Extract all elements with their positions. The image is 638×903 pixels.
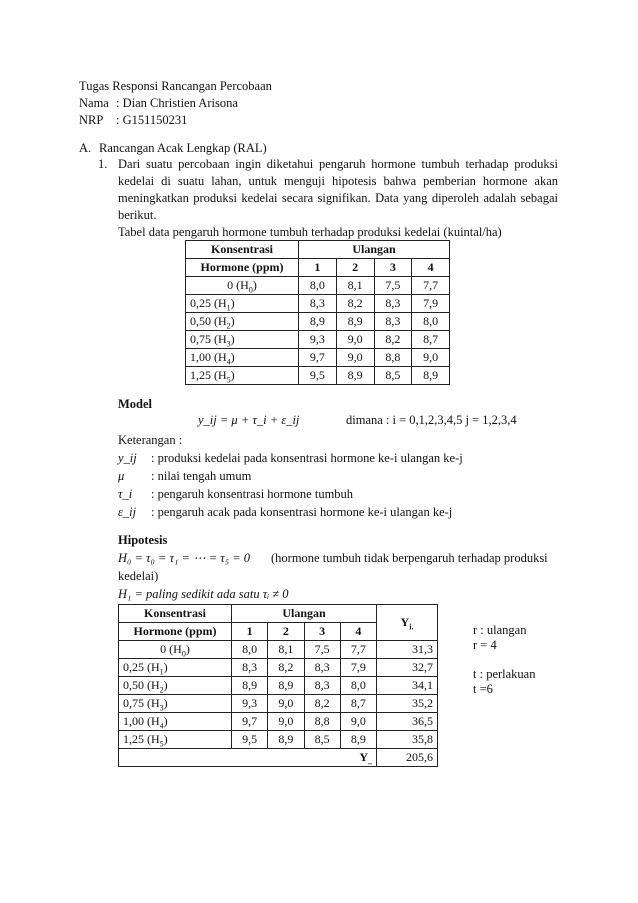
row-total: 35,8 (377, 731, 438, 749)
table-row (186, 349, 450, 367)
row-label: 0,50 $(H_2)$ (186, 313, 299, 331)
model-heading: Model (118, 397, 153, 411)
legend-symbol: μ (118, 469, 125, 483)
table-head-row (186, 259, 450, 277)
col-head-konsentrasi: Konsentrasi (186, 241, 299, 259)
h0-text-cont: kedelai) (118, 569, 159, 583)
table-row (186, 331, 450, 349)
col-head-total: $Y_{i.}$ (377, 605, 438, 641)
cell: 8,5 (374, 367, 412, 385)
table-row (186, 277, 450, 295)
row-label: 0 $(H_0)$ (186, 277, 299, 295)
nrp-row (79, 112, 187, 129)
cell: 8,2 (268, 659, 304, 677)
note-t-value: t =6 (473, 682, 493, 696)
cell: 7,5 (374, 277, 412, 295)
legend-desc: : pengaruh acak pada konsentrasi hormone ke-i ulangan ke-j (151, 505, 453, 519)
cell: 8,8 (374, 349, 412, 367)
table-row (119, 659, 438, 677)
table-row (119, 677, 438, 695)
note-r-label: r : ulangan (473, 623, 527, 637)
cell: 7,7 (412, 277, 450, 295)
row-total: 36,5 (377, 713, 438, 731)
legend-symbol: y_ij (118, 451, 137, 465)
para-line: berikut. (118, 208, 157, 222)
nrp-value: : G151150231 (116, 113, 188, 127)
h1-equation: H₁ = paling sedikit ada satu τᵢ ≠ 0 (118, 587, 289, 601)
cell: 8,3 (374, 313, 412, 331)
table-row (119, 713, 438, 731)
table-caption: Tabel data pengaruh hormone tumbuh terhadap produksi kedelai (kuintal/ha) (118, 225, 502, 239)
cell: 8,5 (304, 731, 340, 749)
cell: 9,3 (299, 331, 337, 349)
note-r-value: r = 4 (473, 638, 497, 652)
cell: 7,7 (340, 641, 376, 659)
cell: 8,9 (412, 367, 450, 385)
row-total: 35,2 (377, 695, 438, 713)
h0-equation: H₀ = τ₀ = τ₁ = ⋯ = τ₅ = 0 (118, 551, 251, 565)
cell: 8,0 (340, 677, 376, 695)
legend-desc: : produksi kedelai pada konsentrasi hormone ke-i ulangan ke-j (151, 451, 463, 465)
col-head: 2 (268, 623, 304, 641)
cell: 8,1 (268, 641, 304, 659)
row-label: 1,25 $(H_5)$ (186, 367, 299, 385)
col-head: 2 (336, 259, 374, 277)
col-head-konsentrasi: Konsentrasi (119, 605, 232, 623)
col-head: 1 (299, 259, 337, 277)
row-label: 0,75 $(H_3)$ (186, 331, 299, 349)
row-label: 0,75 $(H_3)$ (119, 695, 232, 713)
section-marker: A. (79, 141, 92, 155)
row-label: 0,25 $(H_1)$ (119, 659, 232, 677)
row-label: 0,50 $(H_2)$ (119, 677, 232, 695)
grand-total-value: 205,6 (377, 749, 438, 767)
col-head: 3 (304, 623, 340, 641)
row-label: 1,00 $(H_4)$ (186, 349, 299, 367)
cell: 8,9 (268, 677, 304, 695)
doc-title: Tugas Responsi Rancangan Percobaan (79, 79, 272, 93)
cell: 9,0 (268, 713, 304, 731)
cell: 9,0 (336, 331, 374, 349)
cell: 8,3 (304, 677, 340, 695)
name-label: Nama (79, 96, 109, 110)
table-row (119, 695, 438, 713)
cell: 9,3 (232, 695, 268, 713)
legend-symbol: ε_ij (118, 505, 137, 519)
section-title: Rancangan Acak Lengkap (RAL) (99, 141, 267, 155)
data-table-1 (185, 240, 450, 385)
cell: 7,9 (412, 295, 450, 313)
col-head-hormone: Hormone (ppm) (186, 259, 299, 277)
hipotesis-heading: Hipotesis (118, 533, 168, 547)
table-row (186, 367, 450, 385)
cell: 8,9 (336, 367, 374, 385)
cell: 8,3 (374, 295, 412, 313)
nrp-label: NRP (79, 113, 104, 127)
cell: 8,0 (299, 277, 337, 295)
name-row (79, 95, 238, 112)
para-line: Dari suatu percobaan ingin diketahui pengaruh hormone tumbuh terhadap produksi (118, 157, 558, 171)
h0-text: (hormone tumbuh tidak berpengaruh terhadap produksi (271, 551, 548, 565)
cell: 9,7 (299, 349, 337, 367)
col-head: 1 (232, 623, 268, 641)
para-line: meningkatkan produksi kedelai secara signifikan. Data yang diperoleh adalah sebagai (118, 191, 558, 205)
grand-total-row (119, 749, 438, 767)
cell: 7,5 (304, 641, 340, 659)
keterangan-label: Keterangan : (118, 433, 183, 447)
cell: 9,0 (412, 349, 450, 367)
col-head: 4 (412, 259, 450, 277)
para-line: kedelai di suatu lahan, untuk menguji hipotesis bahwa pemberian hormone akan (118, 174, 558, 188)
col-head: 3 (374, 259, 412, 277)
grand-total-label: $Y_{..}$ (119, 749, 377, 767)
cell: 8,0 (412, 313, 450, 331)
cell: 8,3 (299, 295, 337, 313)
cell: 9,5 (299, 367, 337, 385)
model-where: dimana : i = 0,1,2,3,4,5 j = 1,2,3,4 (346, 413, 517, 427)
cell: 8,2 (374, 331, 412, 349)
cell: 8,8 (304, 713, 340, 731)
cell: 8,7 (412, 331, 450, 349)
note-t-label: t : perlakuan (473, 667, 536, 681)
cell: 7,9 (340, 659, 376, 677)
table-row (119, 641, 438, 659)
row-label: 1,25 $(H_5)$ (119, 731, 232, 749)
row-label: 0,25 $(H_1)$ (186, 295, 299, 313)
row-total: 34,1 (377, 677, 438, 695)
cell: 8,1 (336, 277, 374, 295)
row-total: 31,3 (377, 641, 438, 659)
legend-desc: : pengaruh konsentrasi hormone tumbuh (151, 487, 354, 501)
cell: 9,0 (336, 349, 374, 367)
table-head-row (119, 605, 438, 623)
col-head-ulangan: Ulangan (299, 241, 450, 259)
col-head-hormone: Hormone (ppm) (119, 623, 232, 641)
table-head-row (186, 241, 450, 259)
cell: 8,9 (232, 677, 268, 695)
model-equation: y_ij = μ + τ_i + ε_ij (198, 413, 300, 427)
item-paragraph (118, 156, 558, 224)
table-row (186, 295, 450, 313)
cell: 9,0 (340, 713, 376, 731)
legend-symbol: τ_i (118, 487, 133, 501)
col-head-ulangan: Ulangan (232, 605, 377, 623)
cell: 8,0 (232, 641, 268, 659)
item-number: 1. (98, 157, 108, 171)
cell: 8,9 (299, 313, 337, 331)
col-head: 4 (340, 623, 376, 641)
row-label: 0 $(H_0)$ (119, 641, 232, 659)
data-table-2 (118, 604, 438, 767)
cell: 8,3 (304, 659, 340, 677)
table-row (119, 731, 438, 749)
table-row (186, 313, 450, 331)
cell: 8,9 (340, 731, 376, 749)
cell: 8,9 (268, 731, 304, 749)
cell: 9,0 (268, 695, 304, 713)
cell: 8,7 (340, 695, 376, 713)
name-value: : Dian Christien Arisona (116, 96, 238, 110)
legend-desc: : nilai tengah umum (151, 469, 252, 483)
cell: 9,7 (232, 713, 268, 731)
cell: 8,3 (232, 659, 268, 677)
row-total: 32,7 (377, 659, 438, 677)
cell: 8,9 (336, 313, 374, 331)
cell: 8,2 (304, 695, 340, 713)
row-label: 1,00 $(H_4)$ (119, 713, 232, 731)
cell: 9,5 (232, 731, 268, 749)
cell: 8,2 (336, 295, 374, 313)
